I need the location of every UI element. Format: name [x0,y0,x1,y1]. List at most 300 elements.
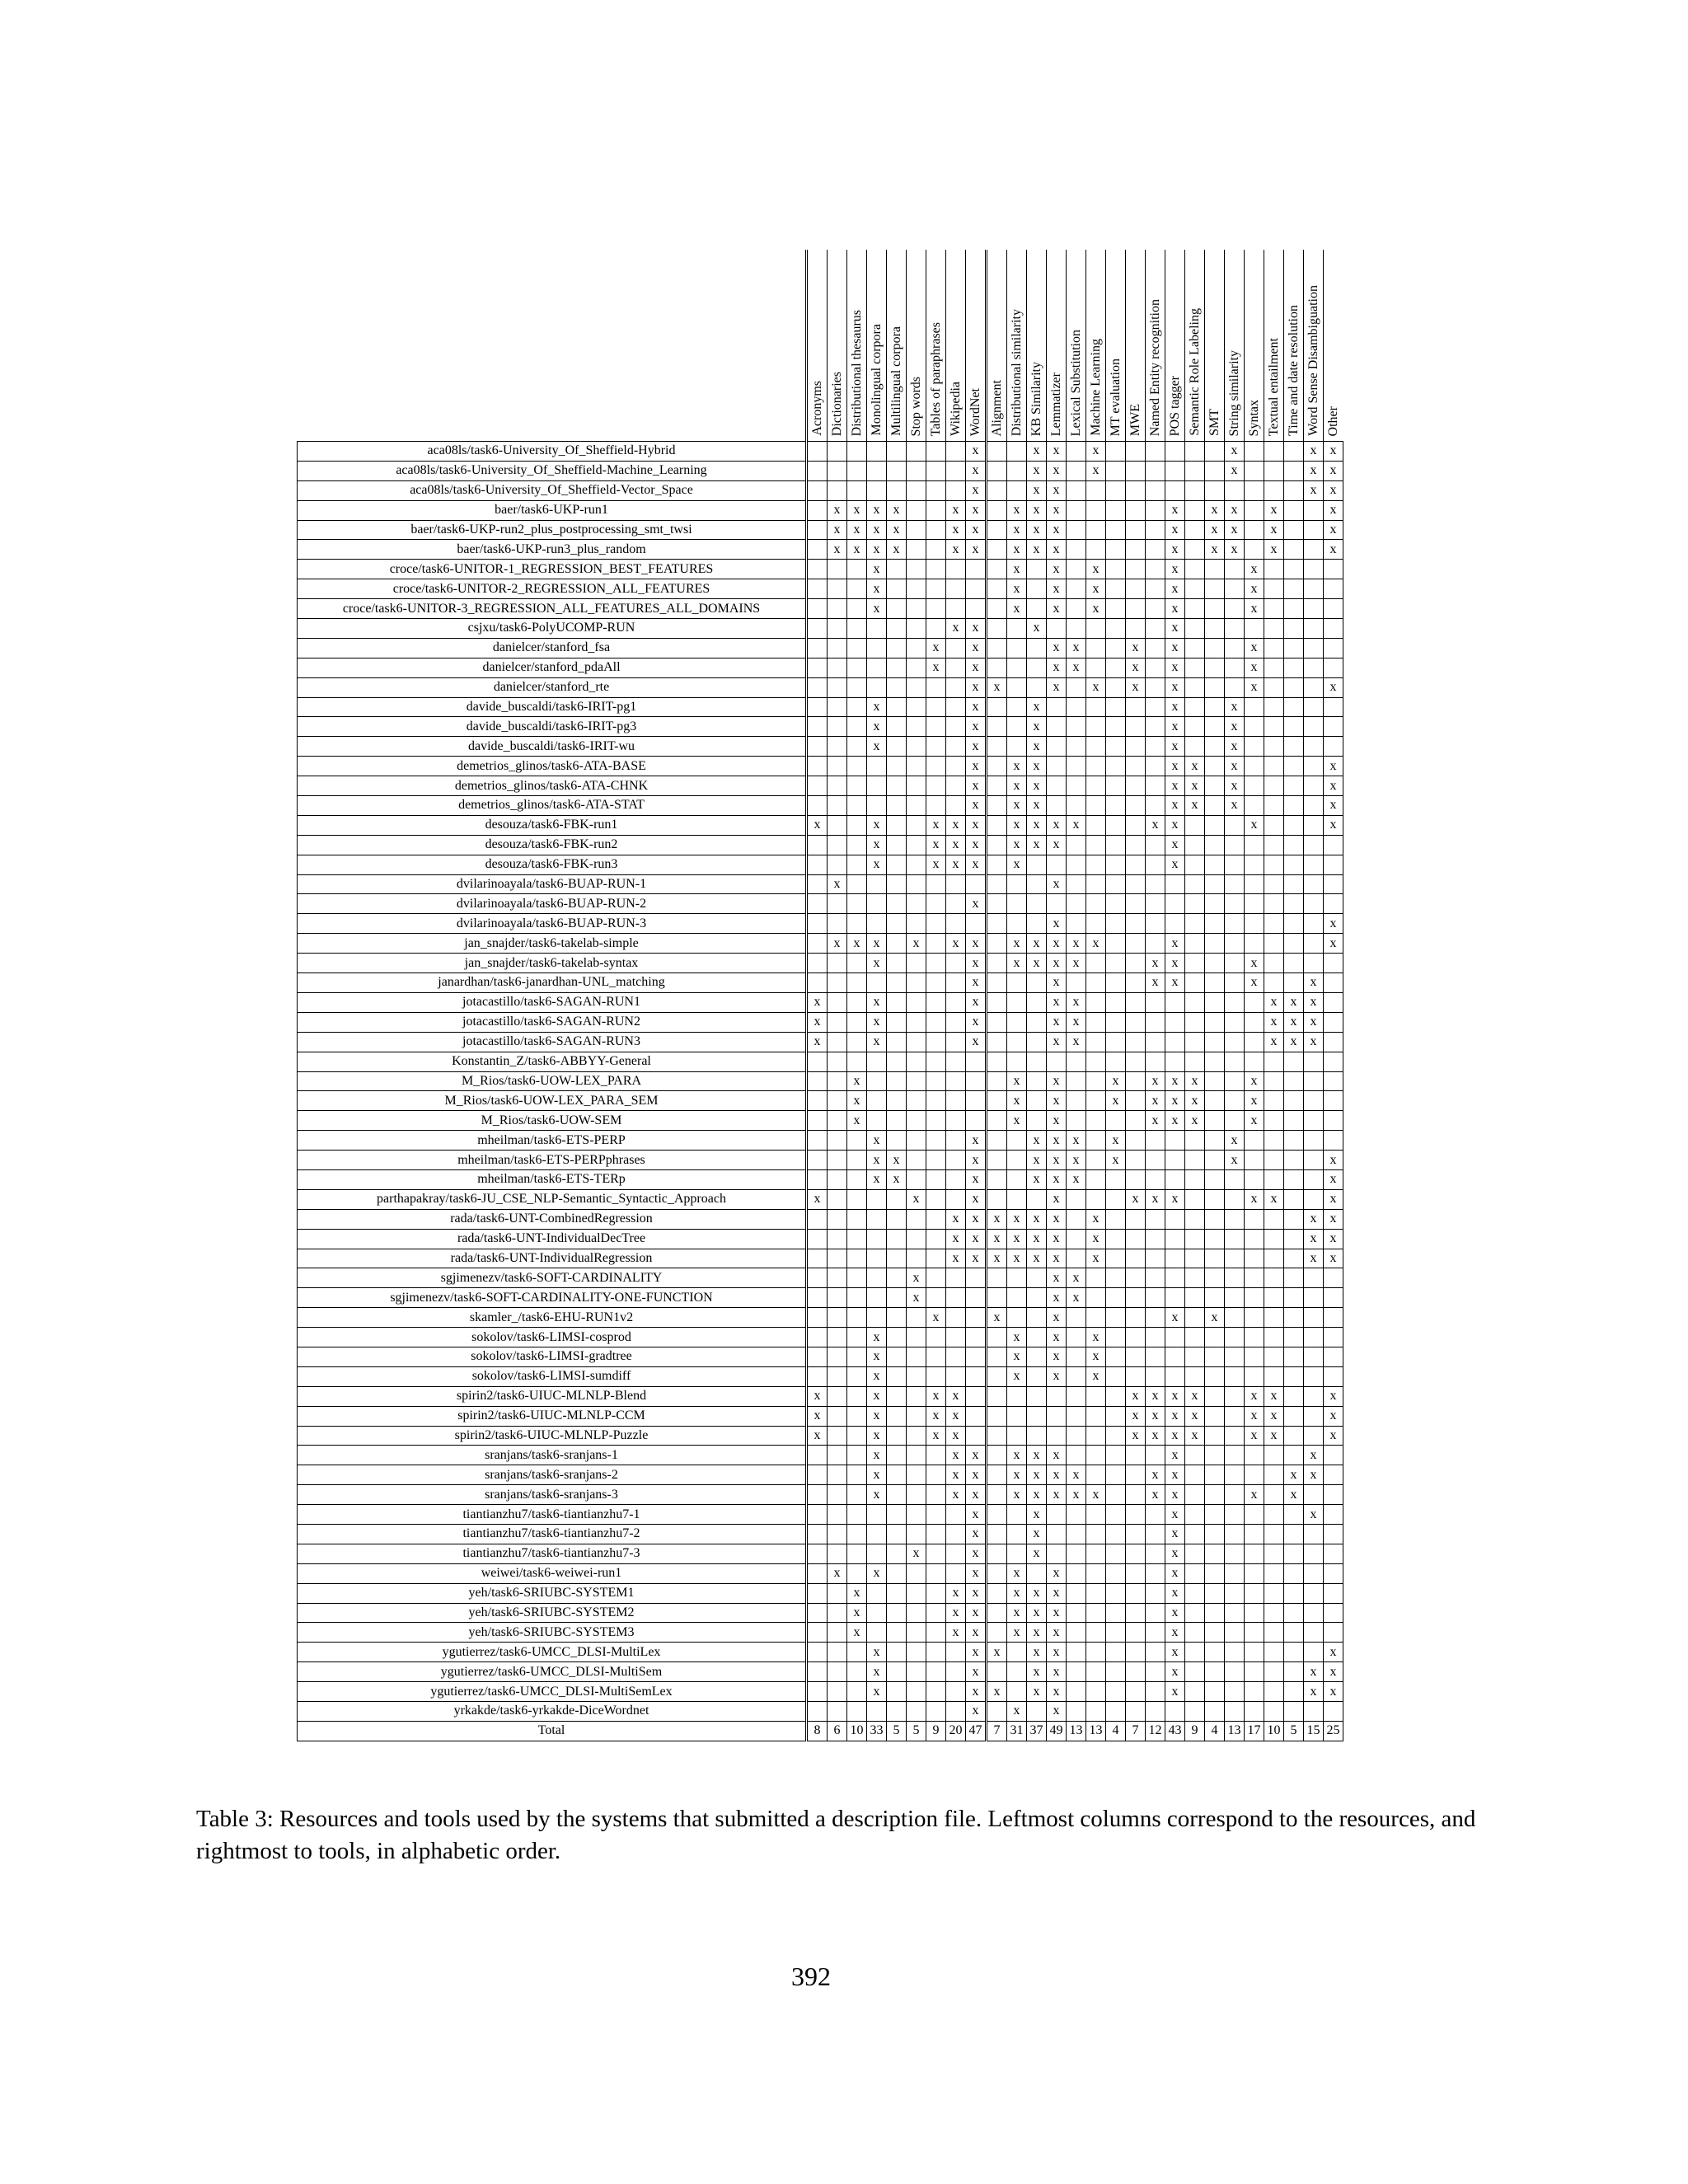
table-cell [946,658,966,677]
table-cell [1284,1406,1304,1426]
table-cell [1106,520,1126,540]
table-cell: x [966,855,987,874]
table-cell: x [867,1426,887,1446]
table-cell [1324,1465,1343,1485]
system-name: weiwei/task6-weiwei-run1 [298,1563,807,1583]
table-cell [1007,1189,1027,1209]
table-cell [946,560,966,579]
table-cell [926,1012,946,1032]
table-cell [1047,1386,1067,1406]
table-cell [1205,1288,1225,1308]
table-cell [926,776,946,796]
table-cell [1185,461,1205,480]
table-cell [987,1268,1007,1288]
table-cell: x [1165,973,1185,993]
table-cell [1146,1524,1165,1544]
table-cell [1245,934,1264,954]
table-cell [1007,638,1027,658]
table-cell [1165,461,1185,480]
table-cell [1086,500,1106,520]
table-cell [1126,1268,1146,1288]
table-cell [867,1702,887,1722]
table-cell: x [1165,1111,1185,1131]
table-cell: x [1007,1623,1027,1643]
system-name: davide_buscaldi/task6-IRIT-pg1 [298,697,807,717]
table-cell [1007,1308,1027,1328]
table-cell: x [966,619,987,639]
table-cell: 17 [1245,1721,1264,1741]
table-row [298,855,1343,874]
table-cell [847,737,867,757]
table-cell: x [1007,815,1027,835]
table-cell [907,1386,926,1406]
table-cell [1205,1012,1225,1032]
table-cell: x [1067,1465,1086,1485]
table-cell: 5 [907,1721,926,1741]
table-cell [1165,1366,1185,1386]
table-cell [1086,1071,1106,1091]
table-cell [1106,973,1126,993]
table-cell [1264,1485,1284,1505]
table-cell [807,1485,828,1505]
table-cell [1304,697,1324,717]
table-cell [828,1052,847,1071]
system-name: demetrios_glinos/task6-ATA-CHNK [298,776,807,796]
table-cell: x [867,1151,887,1170]
table-cell [1126,1151,1146,1170]
column-header-label: Multilingual corpora [889,326,903,436]
table-cell [828,1131,847,1151]
table-cell [966,599,987,619]
table-cell [987,1366,1007,1386]
table-cell [807,480,828,500]
column-header-label: Named Entity recognition [1147,298,1162,436]
table-cell [1284,815,1304,835]
table-cell [887,638,907,658]
table-cell: x [1086,1249,1106,1268]
table-cell [867,1603,887,1623]
table-cell: x [1165,1465,1185,1485]
table-cell: x [1027,815,1047,835]
table-cell: x [1007,1603,1027,1623]
table-cell [946,796,966,816]
table-cell: x [867,1485,887,1505]
column-header-label: Tables of paraphrases [928,321,943,436]
table-cell [1304,1169,1324,1189]
table-cell [828,1682,847,1702]
table-cell: x [1047,1623,1067,1643]
table-cell: x [966,1505,987,1525]
table-cell: x [946,1465,966,1485]
table-cell [828,461,847,480]
table-cell [1086,658,1106,677]
table-cell [828,717,847,737]
table-cell [1086,954,1106,973]
table-cell [1264,1702,1284,1722]
table-cell: x [807,815,828,835]
table-cell [1324,894,1343,914]
table-cell [807,1702,828,1722]
table-cell [1027,855,1047,874]
table-cell [847,461,867,480]
table-cell: 33 [867,1721,887,1741]
table-cell [1007,442,1027,462]
table-cell [1086,1189,1106,1209]
table-cell [1284,480,1304,500]
table-cell [1225,934,1245,954]
table-cell: x [1284,1485,1304,1505]
table-cell: x [966,1682,987,1702]
table-cell: x [867,579,887,599]
table-cell [1146,1032,1165,1052]
table-cell [887,1682,907,1702]
table-cell: x [966,835,987,855]
table-cell [1245,520,1264,540]
table-cell: x [867,1328,887,1347]
table-cell: x [1067,1485,1086,1505]
table-cell [847,894,867,914]
table-cell [907,1524,926,1544]
table-cell: x [1165,796,1185,816]
table-cell: x [1047,835,1067,855]
table-cell [1146,894,1165,914]
table-cell: x [1165,1623,1185,1643]
table-cell [966,914,987,934]
table-row [298,1485,1343,1505]
table-cell [847,480,867,500]
system-name: ygutierrez/task6-UMCC_DLSI-MultiSemLex [298,1682,807,1702]
table-cell [946,914,966,934]
table-row [298,1151,1343,1170]
table-cell [847,815,867,835]
table-cell [1067,1071,1086,1091]
table-cell: x [1165,1505,1185,1525]
table-cell [926,1052,946,1071]
table-cell [1324,1012,1343,1032]
table-cell [1205,1702,1225,1722]
column-header-label: WordNet [968,387,982,436]
table-cell [828,1308,847,1328]
table-cell [1185,697,1205,717]
table-cell: x [1185,1111,1205,1131]
table-cell [1304,1544,1324,1563]
table-cell [1165,1268,1185,1288]
table-cell [807,1524,828,1544]
table-cell [1284,1347,1304,1366]
table-cell: x [1067,992,1086,1012]
table-cell: x [926,1406,946,1426]
column-header-label: Alignment [989,379,1004,436]
table-cell: x [946,934,966,954]
table-cell: x [1007,520,1027,540]
table-cell [966,1288,987,1308]
system-name: ygutierrez/task6-UMCC_DLSI-MultiLex [298,1643,807,1662]
table-cell: x [1047,914,1067,934]
table-cell: x [987,1209,1007,1229]
table-cell: 43 [1165,1721,1185,1741]
table-cell [1225,894,1245,914]
table-cell [847,1643,867,1662]
table-cell [1126,776,1146,796]
table-cell [1324,638,1343,658]
table-row [298,1446,1343,1465]
table-cell: x [966,540,987,560]
table-row [298,1366,1343,1386]
table-cell [828,1012,847,1032]
table-cell [867,1308,887,1328]
table-cell [907,1426,926,1446]
table-cell [1106,757,1126,776]
table-cell [828,815,847,835]
table-cell [1106,1328,1126,1347]
table-cell [1245,442,1264,462]
table-cell [847,1426,867,1446]
table-cell: 7 [1126,1721,1146,1741]
table-cell [1205,757,1225,776]
table-cell: x [1324,540,1343,560]
system-name: demetrios_glinos/task6-ATA-BASE [298,757,807,776]
table-cell [1304,1386,1324,1406]
table-cell [987,1583,1007,1603]
table-cell: x [1324,442,1343,462]
table-cell: x [887,500,907,520]
table-cell: x [1007,1071,1027,1091]
table-row [298,796,1343,816]
table-cell: x [1264,1189,1284,1209]
table-cell [946,737,966,757]
table-cell: x [847,1583,867,1603]
table-cell: x [1007,757,1027,776]
table-cell [1284,599,1304,619]
table-cell [987,914,1007,934]
table-cell [1205,697,1225,717]
system-name: demetrios_glinos/task6-ATA-STAT [298,796,807,816]
table-cell [1245,894,1264,914]
table-cell [807,540,828,560]
table-cell [1146,1446,1165,1465]
table-cell [907,442,926,462]
table-cell [926,520,946,540]
table-cell [1067,835,1086,855]
table-cell: x [1264,1406,1284,1426]
table-cell [1264,934,1284,954]
table-cell: x [926,855,946,874]
table-cell [1086,1032,1106,1052]
table-cell [1106,599,1126,619]
column-header [946,250,966,442]
table-cell [1304,1189,1324,1209]
table-cell: x [1264,1032,1284,1052]
table-cell [987,1091,1007,1111]
table-cell [926,717,946,737]
table-cell [1205,717,1225,737]
table-row [298,1288,1343,1308]
table-cell [887,1643,907,1662]
table-cell: 4 [1106,1721,1126,1741]
table-cell: x [1047,1111,1067,1131]
table-cell [1086,1386,1106,1406]
table-cell [1284,697,1304,717]
table-cell [807,914,828,934]
table-cell: x [1027,500,1047,520]
system-name: danielcer/stanford_pdaAll [298,658,807,677]
table-cell: x [1086,1485,1106,1505]
table-cell: x [966,520,987,540]
table-cell [1284,658,1304,677]
table-cell: x [946,855,966,874]
table-cell [1146,540,1165,560]
table-cell [1225,1544,1245,1563]
table-cell: x [1165,520,1185,540]
table-cell [1205,1347,1225,1366]
table-cell [1264,717,1284,737]
table-cell: x [966,757,987,776]
table-cell [946,1524,966,1544]
system-name: sranjans/task6-sranjans-1 [298,1446,807,1465]
table-cell [1284,1308,1304,1328]
table-cell: x [867,697,887,717]
table-cell [946,1544,966,1563]
table-cell: x [966,1249,987,1268]
table-cell [1106,776,1126,796]
table-cell [1225,480,1245,500]
table-cell [1086,1151,1106,1170]
column-header-label: Distributional thesaurus [849,309,864,436]
table-cell [1245,757,1264,776]
table-cell: x [946,1446,966,1465]
table-cell [1126,1643,1146,1662]
table-cell [1047,1052,1067,1071]
table-row [298,1091,1343,1111]
table-cell [807,1131,828,1151]
table-cell [1185,1151,1205,1170]
table-cell [1007,480,1027,500]
column-header [1067,250,1086,442]
table-cell [1225,1288,1245,1308]
table-cell [1047,619,1067,639]
table-cell: x [1047,480,1067,500]
table-cell: x [1007,500,1027,520]
table-cell: x [1284,1032,1304,1052]
table-row [298,1268,1343,1288]
table-cell: x [1007,540,1027,560]
table-cell [887,658,907,677]
table-cell [1126,480,1146,500]
table-cell: x [1086,677,1106,697]
system-name: davide_buscaldi/task6-IRIT-wu [298,737,807,757]
table-cell [1225,1465,1245,1485]
table-cell [926,619,946,639]
table-cell [1027,1032,1047,1052]
table-cell [1304,638,1324,658]
table-cell [1027,1189,1047,1209]
table-row [298,973,1343,993]
table-cell [1146,1662,1165,1682]
table-cell [926,1328,946,1347]
table-cell: x [1165,757,1185,776]
table-cell [1264,1268,1284,1288]
table-cell [1284,1682,1304,1702]
system-name: sokolov/task6-LIMSI-cosprod [298,1328,807,1347]
table-cell [1185,1328,1205,1347]
table-cell [1284,1603,1304,1623]
table-cell [1245,1151,1264,1170]
table-cell [1185,815,1205,835]
column-header [887,250,907,442]
table-cell [1284,973,1304,993]
table-cell [887,599,907,619]
table-cell [807,1308,828,1328]
table-cell: x [1146,1465,1165,1485]
table-cell [1007,1288,1027,1308]
table-cell: x [1047,1151,1067,1170]
table-cell: x [867,1446,887,1465]
table-cell [887,1366,907,1386]
table-cell [987,815,1007,835]
table-cell: x [1165,855,1185,874]
table-cell [926,480,946,500]
table-cell: x [1165,1603,1185,1623]
table-cell: x [1086,1328,1106,1347]
table-row [298,894,1343,914]
table-cell: x [1225,737,1245,757]
table-cell: x [966,677,987,697]
table-cell [1284,1111,1304,1131]
table-cell [1007,658,1027,677]
table-cell [1264,1111,1284,1131]
table-cell: x [946,500,966,520]
table-cell [828,1662,847,1682]
table-cell: x [1027,1229,1047,1249]
table-cell [807,658,828,677]
total-row [298,1721,1343,1741]
table-cell [1304,1347,1324,1366]
table-cell [1264,737,1284,757]
table-cell [1324,1524,1343,1544]
table-cell [966,1328,987,1347]
table-cell: 8 [807,1721,828,1741]
table-cell [1225,1702,1245,1722]
table-cell [887,934,907,954]
table-cell [1185,1032,1205,1052]
table-cell [907,1643,926,1662]
table-cell [1146,874,1165,894]
table-cell [887,442,907,462]
table-cell: x [926,1386,946,1406]
table-cell [1225,1169,1245,1189]
table-cell: x [1245,638,1264,658]
table-cell [987,1702,1007,1722]
table-cell [1027,1111,1047,1131]
table-cell [907,1249,926,1268]
table-row [298,914,1343,934]
table-cell [1284,874,1304,894]
table-cell: x [1027,480,1047,500]
table-cell: x [946,1583,966,1603]
table-cell: x [1185,1091,1205,1111]
table-cell [987,658,1007,677]
column-header-label: Dictionaries [829,371,844,436]
table-cell [907,1111,926,1131]
table-cell [946,1347,966,1366]
column-header-label: SMT [1207,409,1221,436]
table-cell [1284,737,1304,757]
table-cell [1324,1308,1343,1328]
table-cell: x [966,992,987,1012]
table-cell [1264,1209,1284,1229]
table-cell [1047,717,1067,737]
table-cell [1245,1583,1264,1603]
